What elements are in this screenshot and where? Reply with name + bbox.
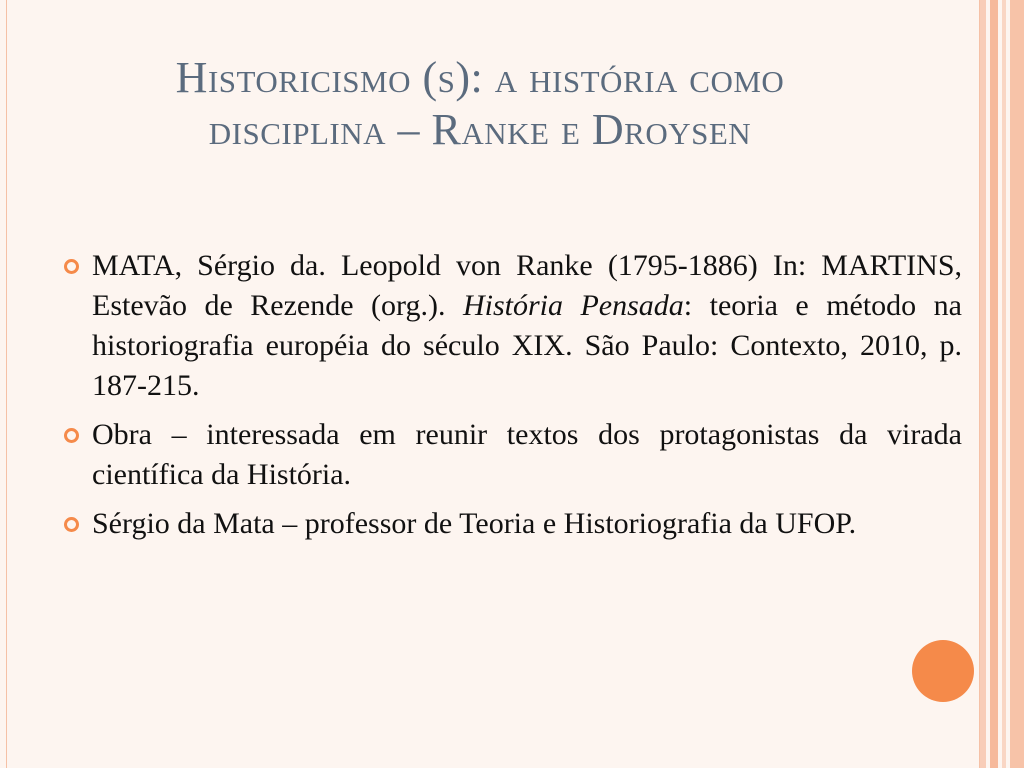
bullet-icon: [64, 517, 79, 532]
decorative-stripes: [980, 0, 1024, 768]
stripe: [1010, 0, 1024, 768]
decorative-circle: [912, 640, 974, 702]
stripe: [990, 0, 998, 768]
bullet-text: Sérgio da Mata – professor de Teoria e Historiografia da UFOP.: [92, 507, 857, 540]
bullet-icon: [64, 428, 79, 443]
bullet-text-rest: : teoria e método na historiografia européia do século XIX. São Paulo: Contexto, 2010, p. 187-215.: [92, 289, 962, 402]
slide-title: [60, 52, 900, 156]
bullet-item: [64, 415, 962, 495]
bullet-icon: [64, 259, 79, 274]
bullet-text: MATA, Sérgio da. Leopold von Ranke (1795-1886) In: MARTINS, Estevão de Rezende (org.).: [92, 249, 962, 322]
bullet-item: [64, 504, 962, 544]
stripe: [1002, 0, 1006, 768]
bullet-item: [64, 246, 962, 406]
title-line-1: Historicismo (s): a história como: [175, 53, 785, 102]
bullet-text: Obra – interessada em reunir textos dos protagonistas da virada científica da História.: [92, 418, 962, 491]
stripe: [980, 0, 986, 768]
bullet-list: [64, 246, 962, 553]
title-line-2: disciplina – Ranke e Droysen: [208, 105, 752, 154]
bullet-italic-text: História Pensada: [462, 289, 684, 322]
